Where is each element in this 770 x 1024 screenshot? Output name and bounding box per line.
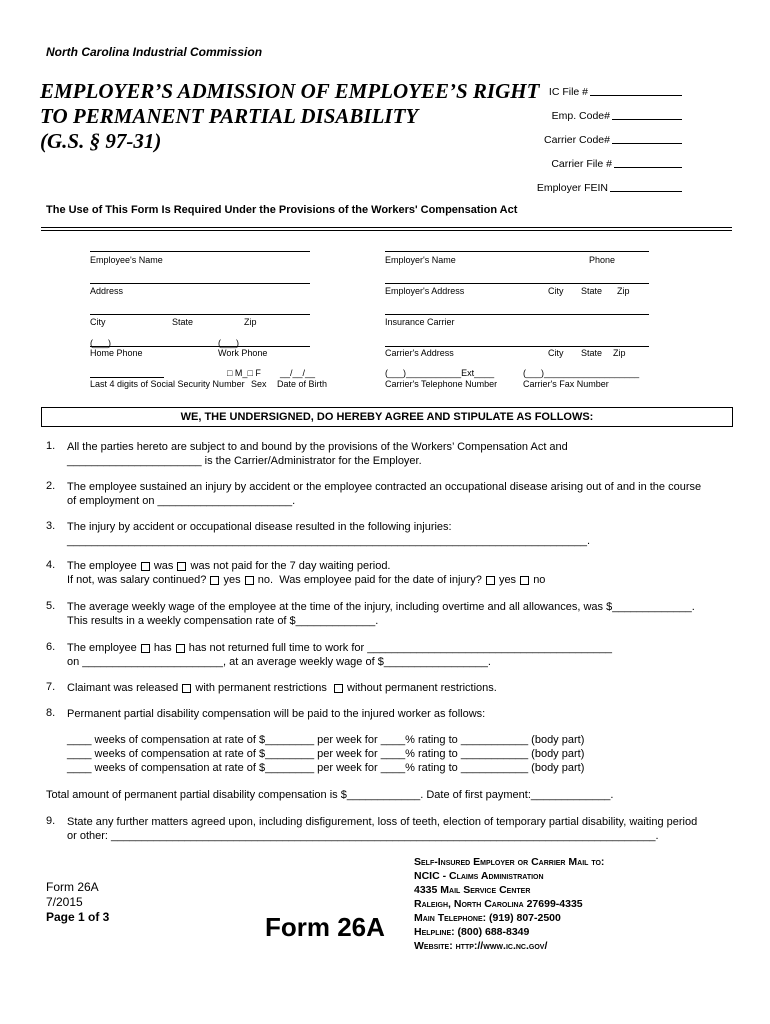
- rate-row-3[interactable]: ____ weeks of compensation at rate of $________ per week for ____% rating to ___________ (body part): [67, 762, 585, 774]
- item-6-has: has: [153, 642, 172, 654]
- mail-line-2: NCIC - Claims Administration: [414, 870, 544, 882]
- work-phone-label: Work Phone: [218, 348, 268, 358]
- address-line[interactable]: [90, 283, 310, 284]
- mail-line-5: Main Telephone: (919) 807-2500: [414, 912, 561, 924]
- item-6-line-1: [67, 641, 612, 655]
- doi-no-label: no: [533, 574, 546, 586]
- item-4b-pre: If not, was salary continued?: [67, 574, 207, 586]
- rate-row-1[interactable]: ____ weeks of compensation at rate of $________ per week for ____% rating to ___________ (body part): [67, 734, 585, 746]
- rate-row-2[interactable]: ____ weeks of compensation at rate of $________ per week for ____% rating to ___________ (body part): [67, 748, 585, 760]
- employer-address-label: Employer's Address: [385, 286, 465, 296]
- with-restrictions-checkbox[interactable]: [182, 684, 191, 693]
- sex-checkboxes[interactable]: □ M_□ F: [227, 368, 261, 378]
- form-number-large: Form 26A: [265, 912, 385, 942]
- mailing-address: [414, 855, 604, 953]
- carrier-city-label: City: [548, 348, 564, 358]
- item-7-pre: Claimant was released: [67, 682, 179, 694]
- has-returned-checkbox[interactable]: [141, 644, 150, 653]
- employer-fein-label: Employer FEIN: [536, 182, 608, 194]
- carrier-address-line[interactable]: [385, 346, 649, 347]
- agreement-heading: WE, THE UNDERSIGNED, DO HEREBY AGREE AND STIPULATE AS FOLLOWS:: [41, 407, 733, 427]
- carrier-fax-mask[interactable]: (___)___________________: [523, 368, 640, 378]
- work-phone-paren: (___): [218, 338, 240, 348]
- home-phone-label: Home Phone: [90, 348, 143, 358]
- ssn-line[interactable]: [90, 377, 164, 378]
- item-3-number: 3.: [46, 520, 56, 532]
- item-4-pre: The employee: [67, 560, 137, 572]
- carrier-zip-label: Zip: [613, 348, 626, 358]
- item-6-hasnot[interactable]: has not returned full time to work for ________________________________________: [188, 642, 612, 654]
- employer-name-line[interactable]: [385, 251, 649, 252]
- item-4-line-2: [67, 573, 545, 587]
- mail-line-6: Helpline: (800) 688-8349: [414, 926, 530, 938]
- mail-line-3: 4335 Mail Service Center: [414, 884, 531, 896]
- item-7-number: 7.: [46, 681, 56, 693]
- dob-label: Date of Birth: [277, 379, 328, 389]
- zip-label: Zip: [244, 317, 257, 327]
- agency-name: North Carolina Industrial Commission: [46, 45, 263, 59]
- item-4-was: was: [153, 560, 174, 572]
- address-label: Address: [90, 286, 124, 296]
- item-6-line-2[interactable]: on _______________________, at an average weekly wage of $_________________.: [67, 656, 491, 668]
- employer-city-label: City: [548, 286, 564, 296]
- employer-zip-label: Zip: [617, 286, 630, 296]
- city-state-zip-line[interactable]: [90, 314, 310, 315]
- item-5-line-1[interactable]: The average weekly wage of the employee at the time of the injury, including overtime and all allowances, was $_____________.: [67, 601, 695, 613]
- salary-no-label: no.: [257, 574, 274, 586]
- form-title: [40, 79, 539, 154]
- phone-line[interactable]: [90, 346, 310, 347]
- employer-fein-field[interactable]: [490, 170, 682, 194]
- home-phone-paren: (___): [90, 338, 112, 348]
- item-7-without: without permanent restrictions.: [347, 682, 497, 694]
- title-line-2: TO PERMANENT PARTIAL DISABILITY: [40, 104, 419, 128]
- item-5-number: 5.: [46, 600, 56, 612]
- dob-slashes[interactable]: __/__/__: [280, 368, 316, 378]
- carrier-address-label: Carrier's Address: [385, 348, 454, 358]
- carrier-phone-mask[interactable]: (___)___________Ext____: [385, 368, 495, 378]
- doi-yes-label: yes: [498, 574, 517, 586]
- footer-form: Form 26A: [46, 880, 99, 894]
- emp-code-field[interactable]: [490, 98, 682, 122]
- item-8-line-1: Permanent partial disability compensation will be paid to the injured worker as follows:: [67, 708, 486, 720]
- required-notice: The Use of This Form Is Required Under the Provisions of the Workers' Compensation Act: [46, 204, 518, 216]
- employee-name-label: Employee's Name: [90, 255, 163, 265]
- item-9-line-2[interactable]: or other: _________________________________________________________________________________________.: [67, 830, 659, 842]
- sex-label: Sex: [251, 379, 267, 389]
- carrier-file-field[interactable]: [490, 146, 682, 170]
- carrier-file-label: Carrier File #: [551, 158, 612, 170]
- footer-date: 7/2015: [46, 895, 83, 909]
- id-fields: [490, 74, 682, 194]
- mail-line-4: Raleigh, North Carolina 27699-4335: [414, 898, 583, 910]
- item-5-line-2[interactable]: This results in a weekly compensation rate of $_____________.: [67, 615, 379, 627]
- insurance-carrier-line[interactable]: [385, 314, 649, 315]
- item-8-number: 8.: [46, 707, 56, 719]
- has-not-returned-checkbox[interactable]: [176, 644, 185, 653]
- carrier-state-label: State: [581, 348, 603, 358]
- item-6-number: 6.: [46, 641, 56, 653]
- item-2-number: 2.: [46, 480, 56, 492]
- city-label: City: [90, 317, 106, 327]
- insurance-carrier-label: Insurance Carrier: [385, 317, 455, 327]
- item-4-wasnot: was not paid for the 7 day waiting period.: [190, 560, 391, 572]
- salary-no-checkbox[interactable]: [245, 576, 254, 585]
- emp-code-label: Emp. Code#: [551, 110, 610, 122]
- item-1-line-1: All the parties hereto are subject to and bound by the provisions of the Workers’ Compensation Act and: [67, 441, 568, 453]
- carrier-code-label: Carrier Code#: [544, 134, 610, 146]
- item-9-line-1: State any further matters agreed upon, including disfigurement, loss of teeth, election of temporary partial disability, waiting period: [67, 816, 698, 828]
- item-4-line-1: [67, 559, 391, 573]
- item-3-line-2[interactable]: _____________________________________________________________________________________.: [67, 535, 591, 547]
- item-1-line-2[interactable]: ______________________ is the Carrier/Administrator for the Employer.: [67, 455, 422, 467]
- employee-name-line[interactable]: [90, 251, 310, 252]
- ic-file-label: IC File #: [548, 86, 588, 98]
- carrier-code-field[interactable]: [490, 122, 682, 146]
- item-4b-mid: Was employee paid for the date of injury?: [279, 574, 482, 586]
- mail-line-1: Self-Insured Employer or Carrier Mail to:: [414, 856, 605, 868]
- title-line-3: (G.S. § 97-31): [40, 129, 162, 153]
- item-4-number: 4.: [46, 559, 56, 571]
- item-9-number: 9.: [46, 815, 56, 827]
- carrier-phone-label: Carrier's Telephone Number: [385, 379, 498, 389]
- title-line-1: EMPLOYER’S ADMISSION OF EMPLOYEE’S RIGHT: [40, 79, 540, 103]
- mail-line-7[interactable]: Website: http://www.ic.nc.gov/: [414, 940, 548, 952]
- was-paid-checkbox[interactable]: [141, 562, 150, 571]
- employer-address-line[interactable]: [385, 283, 649, 284]
- phone-label: Phone: [589, 255, 616, 265]
- item-7-with: with permanent restrictions: [195, 682, 327, 694]
- carrier-fax-label: Carrier's Fax Number: [523, 379, 609, 389]
- ssn-label: Last 4 digits of Social Security Number: [90, 379, 245, 389]
- ic-file-field[interactable]: [490, 74, 682, 98]
- total-line[interactable]: Total amount of permanent partial disability compensation is $____________. Date of first payment:_____________.: [46, 789, 614, 801]
- employer-state-label: State: [581, 286, 603, 296]
- divider-top: [41, 227, 732, 228]
- footer-page: Page 1 of 3: [46, 910, 110, 924]
- divider-bottom: [41, 230, 732, 231]
- salary-yes-label: yes: [223, 574, 241, 586]
- item-2-line-1: The employee sustained an injury by accident or the employee contracted an occupational disease arising out of and in the course: [67, 481, 702, 493]
- salary-yes-checkbox[interactable]: [210, 576, 219, 585]
- item-1-number: 1.: [46, 440, 56, 452]
- item-3-line-1: The injury by accident or occupational disease resulted in the following injuries:: [67, 521, 452, 533]
- doi-no-checkbox[interactable]: [520, 576, 529, 585]
- item-7-line-1: [67, 681, 497, 695]
- without-restrictions-checkbox[interactable]: [334, 684, 343, 693]
- footer-info: [46, 880, 109, 925]
- employer-name-label: Employer's Name: [385, 255, 456, 265]
- item-2-line-2[interactable]: of employment on ______________________.: [67, 495, 296, 507]
- state-label: State: [172, 317, 194, 327]
- was-not-paid-checkbox[interactable]: [177, 562, 186, 571]
- doi-yes-checkbox[interactable]: [486, 576, 495, 585]
- item-6-pre: The employee: [67, 642, 137, 654]
